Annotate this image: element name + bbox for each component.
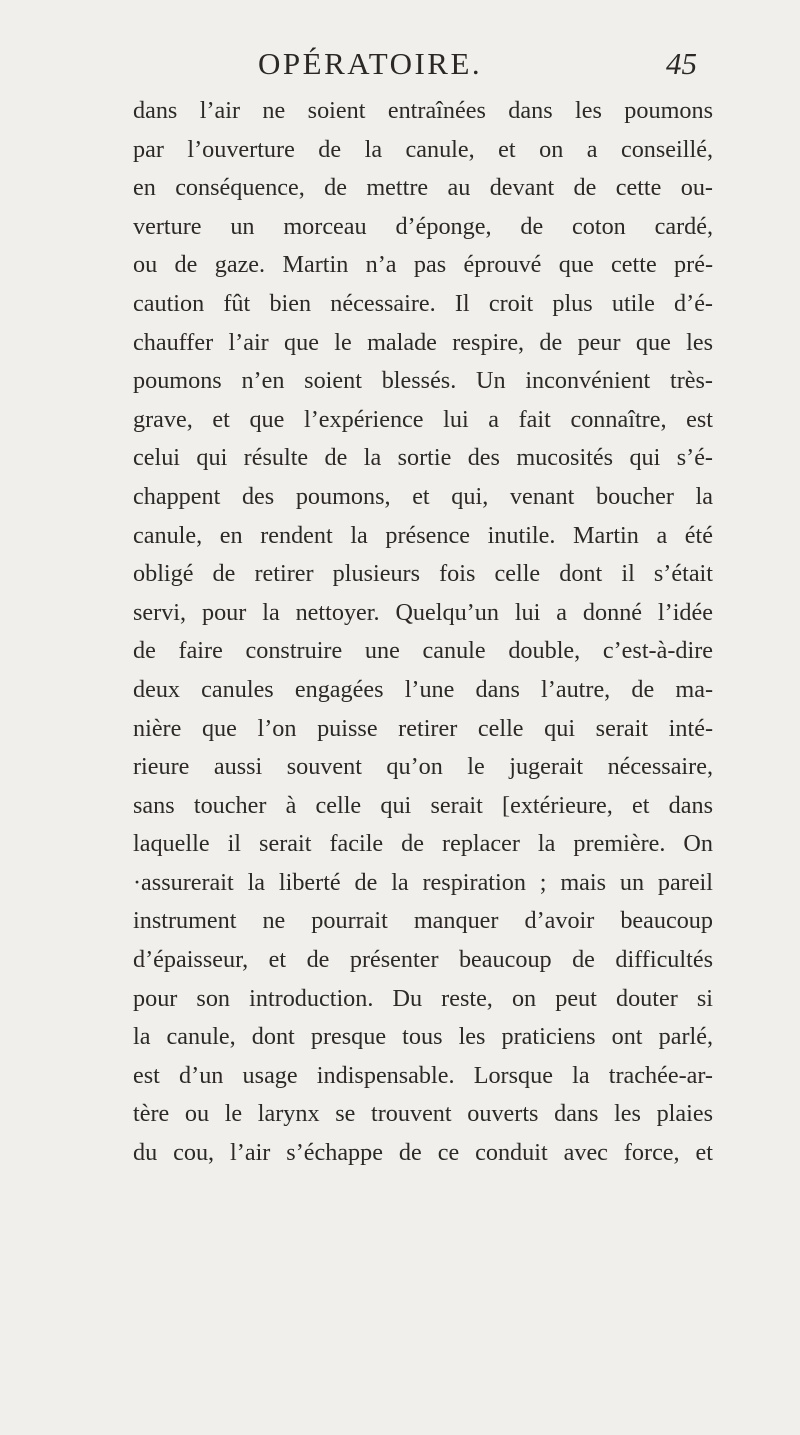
text-line: ·assurerait la liberté de la respiration ; mais un pareil <box>133 868 713 896</box>
text-line: celui qui résulte de la sortie des mucosités qui s’é- <box>133 444 713 472</box>
text-line: instrument ne pourrait manquer d’avoir beaucoup <box>133 907 713 935</box>
text-line: en conséquence, de mettre au devant de cette ou- <box>133 174 713 202</box>
text-line: ou de gaze. Martin n’a pas éprouvé que cette pré- <box>133 251 713 279</box>
text-line: grave, et que l’expérience lui a fait connaître, est <box>133 405 713 433</box>
text-line: de faire construire une canule double, c’est-à-dire <box>133 637 713 665</box>
text-line: la canule, dont presque tous les praticiens ont parlé, <box>133 1023 713 1051</box>
text-line: rieure aussi souvent qu’on le jugerait nécessaire, <box>133 753 713 781</box>
text-line: laquelle il serait facile de replacer la première. On <box>133 830 713 858</box>
text-line: poumons n’en soient blessés. Un inconvénient très- <box>133 367 713 395</box>
text-line: chappent des poumons, et qui, venant boucher la <box>133 482 713 510</box>
text-line: par l’ouverture de la canule, et on a conseillé, <box>133 135 713 163</box>
text-line: nière que l’on puisse retirer celle qui serait inté- <box>133 714 713 742</box>
running-head: OPÉRATOIRE. <box>258 46 483 81</box>
text-line: tère ou le larynx se trouvent ouverts dans les plaies <box>133 1100 713 1128</box>
text-line: verture un morceau d’éponge, de coton cardé, <box>133 212 713 240</box>
text-line: d’épaisseur, et de présenter beaucoup de difficultés <box>133 946 713 974</box>
text-line: pour son introduction. Du reste, on peut douter si <box>133 984 713 1012</box>
text-line: canule, en rendent la présence inutile. Martin a été <box>133 521 713 549</box>
text-line: dans l’air ne soient entraînées dans les poumons <box>133 97 713 124</box>
text-line: est d’un usage indispensable. Lorsque la trachée-ar- <box>133 1061 713 1089</box>
text-line: obligé de retirer plusieurs fois celle dont il s’était <box>133 560 713 588</box>
text-line: servi, pour la nettoyer. Quelqu’un lui a donné l’idée <box>133 598 713 626</box>
text-line: sans toucher à celle qui serait [extérieure, et dans <box>133 791 713 819</box>
text-line: caution fût bien nécessaire. Il croit plus utile d’é- <box>133 289 713 317</box>
page-number: 45 <box>666 46 697 81</box>
text-line: deux canules engagées l’une dans l’autre, de ma- <box>133 675 713 703</box>
text-line: chauffer l’air que le malade respire, de peur que les <box>133 328 713 356</box>
text-line: du cou, l’air s’échappe de ce conduit avec force, et <box>133 1139 713 1167</box>
body-text <box>133 92 713 1173</box>
